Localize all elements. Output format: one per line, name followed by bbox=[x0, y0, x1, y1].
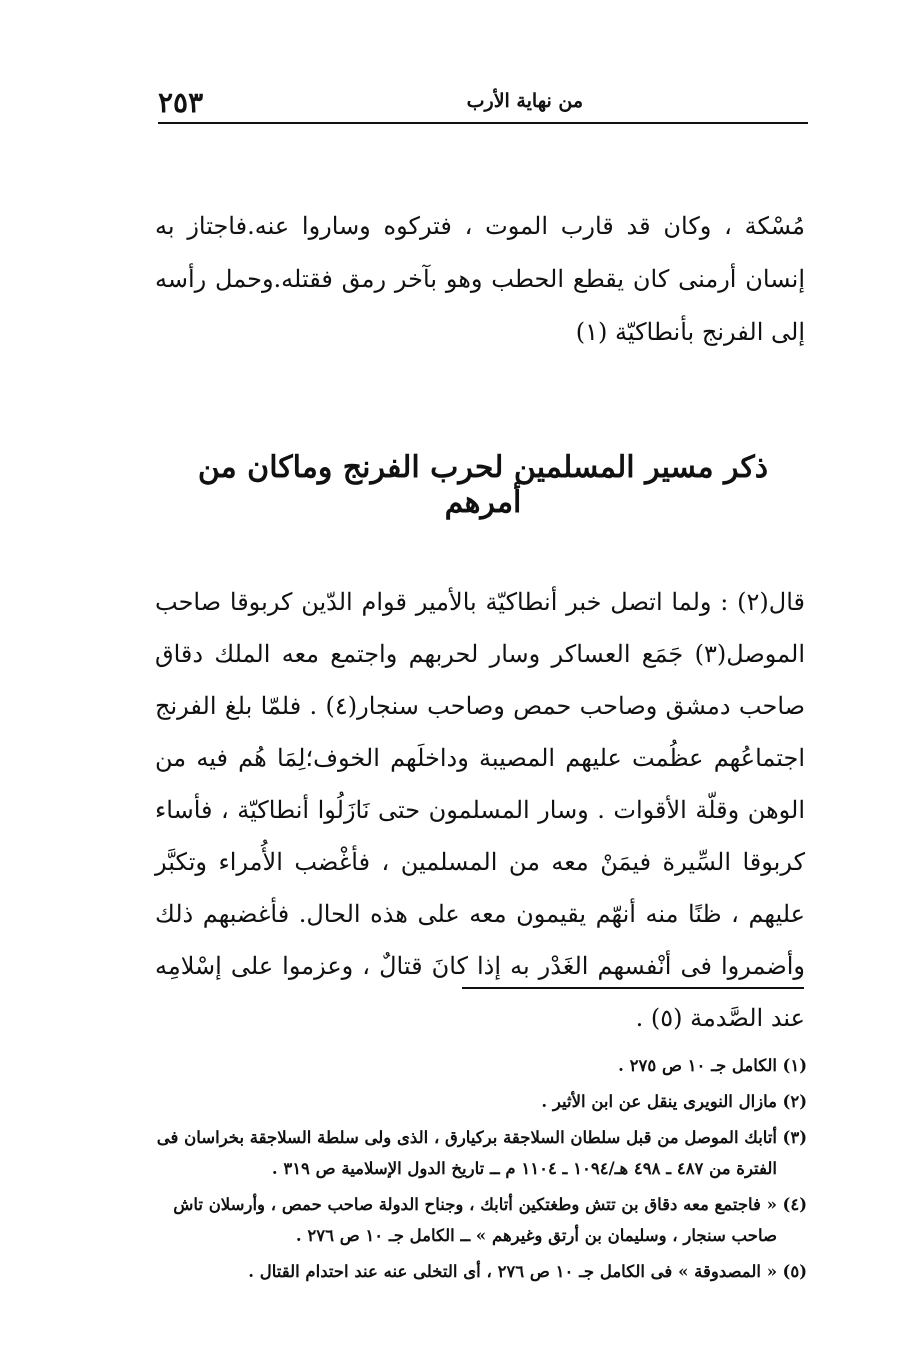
intro-paragraph: مُسْكة ، وكان قد قارب الموت ، فتركوه وساروا عنه.فاجتاز به إنسان أرمنى كان يقطع الحطب وهو بآخر رمق فقتله.وحمل رأسه إلى الفرنج بأنطاكيّة (١) bbox=[155, 212, 805, 346]
footnote-number: (٢) bbox=[782, 1092, 807, 1111]
footnote-text: مازال النويرى ينقل عن ابن الأثير . bbox=[541, 1092, 777, 1111]
footnote-5 bbox=[152, 1256, 807, 1287]
footnote-text: « فاجتمع معه دقاق بن تتش وطغتكين أتابك ، وجناح الدولة صاحب حمص ، وأرسلان تاش صاحب سنجار ، وسليمان بن أرتق وغيرهم » ــ الكامل جـ ١٠ ص ٢٧٦ . bbox=[173, 1195, 777, 1245]
footnote-1 bbox=[152, 1050, 807, 1081]
footnote-divider bbox=[462, 987, 804, 989]
footnote-number: (٣) bbox=[782, 1128, 807, 1147]
footnote-text: الكامل جـ ١٠ ص ٢٧٥ . bbox=[618, 1056, 777, 1075]
section-heading: ذكر مسير المسلمين لحرب الفرنج وماكان من أمرهم bbox=[197, 450, 769, 520]
running-title: من نهاية الأرب bbox=[466, 90, 583, 112]
footnote-2 bbox=[152, 1086, 807, 1117]
footnote-3 bbox=[152, 1122, 807, 1184]
page-number: ٢٥٣ bbox=[158, 86, 204, 119]
main-paragraph: قال(٢) : ولما اتصل خبر أنطاكيّة بالأمير قوام الدّين كربوقا صاحب الموصل(٣) جَمَع العساكر وسار لحربهم واجتمع معه الملك دقاق صاحب دمشق وصاحب حمص وصاحب سنجار(٤) . فلمّا بلغ الفرنج اجتماعُهم عظُمت عليهم المصيبة وداخلَهم الخوف؛لِمَا هُم فيه من الوهن وقلّة الأقوات . وسار المسلمون حتى نَازَلُوا أنطاكيّة ، فأساء كربوقا السِّيرة فيمَنْ معه من المسلمين ، فأغْضب الأُمراء وتكبَّر عليهم ، ظنًا منه أنهّم يقيمون معه على هذه الحال. فأغضبهم ذلك وأضمروا فى أنْفسهم الغَدْر به إذا كانَ قتالٌ ، وعزموا على إسْلامِه عند الصَّدمة (٥) . bbox=[155, 588, 806, 1032]
footnote-number: (١) bbox=[782, 1056, 807, 1075]
running-header bbox=[158, 86, 808, 124]
footnote-4 bbox=[152, 1189, 807, 1251]
footnote-number: (٥) bbox=[782, 1262, 807, 1281]
footnotes-section bbox=[152, 1050, 807, 1292]
footnote-text: أتابك الموصل من قبل سلطان السلاجقة بركيارق ، الذى ولى سلطة السلاجقة بخراسان فى الفترة من ٤٨٧ ـ ٤٩٨ هـ/١٠٩٤ ـ ١١٠٤ م ــ تاريخ الدول الإسلامية ص ٣١٩ . bbox=[156, 1128, 777, 1178]
footnote-number: (٤) bbox=[782, 1195, 807, 1214]
footnote-text: « المصدوقة » فى الكامل جـ ١٠ ص ٢٧٦ ، أى التخلى عنه عند احتدام القتال . bbox=[248, 1262, 777, 1281]
